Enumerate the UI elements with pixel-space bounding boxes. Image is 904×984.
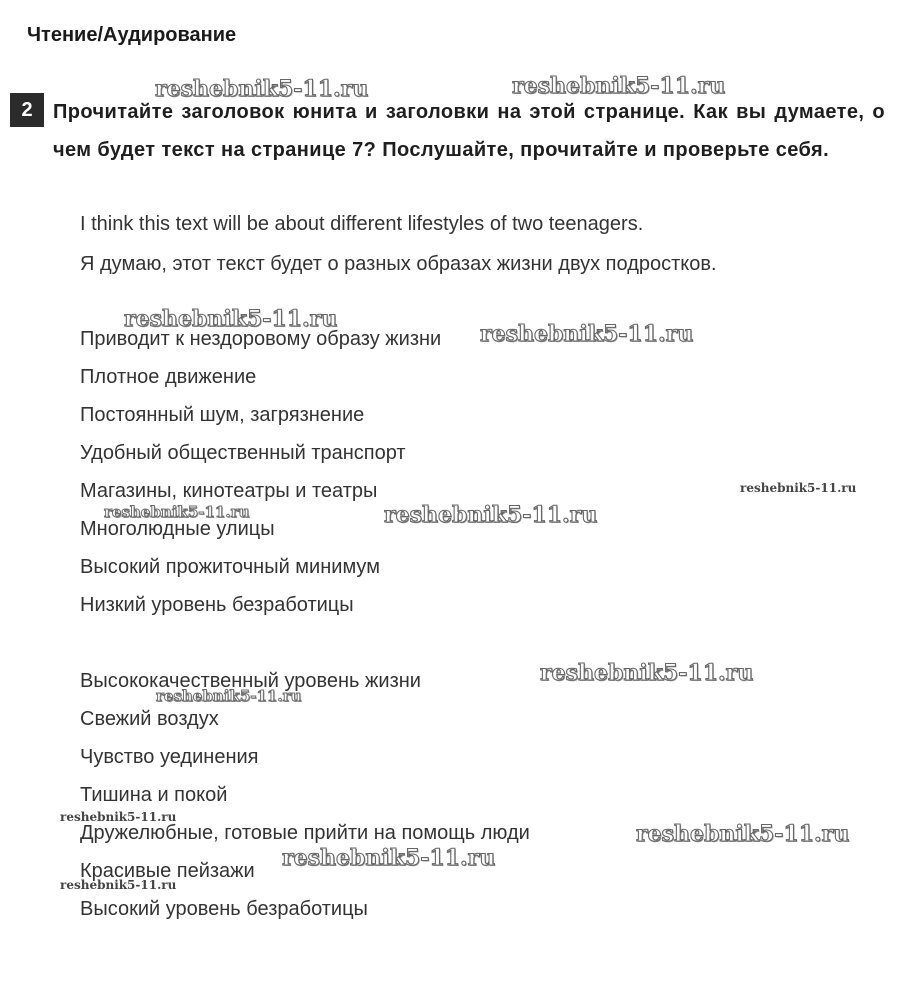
watermark: reshebnik5-11.ru xyxy=(512,73,726,99)
list1-item: Удобный общественный транспорт xyxy=(80,442,406,464)
watermark: reshebnik5-11.ru xyxy=(540,660,754,686)
watermark: reshebnik5-11.ru xyxy=(60,878,177,892)
list1-item: Плотное движение xyxy=(80,366,257,388)
watermark: reshebnik5-11.ru xyxy=(740,481,857,495)
list2-item: Тишина и покой xyxy=(80,784,228,806)
watermark: reshebnik5-11.ru xyxy=(104,503,250,521)
list1-item: Приводит к нездоровому образу жизни xyxy=(80,328,442,350)
watermark: reshebnik5-11.ru xyxy=(636,821,850,847)
list1-item: Высокий прожиточный минимум xyxy=(80,556,380,578)
watermark: reshebnik5-11.ru xyxy=(60,810,177,824)
list2-item: Чувство уединения xyxy=(80,746,259,768)
list2-item: Высококачественный уровень жизни xyxy=(80,670,421,692)
answer-russian: Я думаю, этот текст будет о разных образах жизни двух подростков. xyxy=(80,253,717,275)
list2-item: Дружелюбные, готовые прийти на помощь люди xyxy=(80,822,530,844)
list2-item: Высокий уровень безработицы xyxy=(80,898,368,920)
watermark: reshebnik5-11.ru xyxy=(384,502,598,528)
list1-item: Магазины, кинотеатры и театры xyxy=(80,480,378,502)
answer-english: I think this text will be about different lifestyles of two teenagers. xyxy=(80,213,644,235)
watermark: reshebnik5-11.ru xyxy=(480,321,694,347)
watermark: reshebnik5-11.ru xyxy=(156,687,302,705)
list2-item: Красивые пейзажи xyxy=(80,860,255,882)
list2-item: Свежий воздух xyxy=(80,708,219,730)
task-number-badge: 2 xyxy=(10,93,44,127)
list1-item: Постоянный шум, загрязнение xyxy=(80,404,365,426)
list1-item: Низкий уровень безработицы xyxy=(80,594,354,616)
watermark: reshebnik5-11.ru xyxy=(124,306,338,332)
list1-item: Многолюдные улицы xyxy=(80,518,275,540)
watermark: reshebnik5-11.ru xyxy=(155,76,369,102)
task-instruction: Прочитайте заголовок юнита и заголовки на этой странице. Как вы думаете, о чем будет текст на странице 7? Послушайте, прочитайте и проверьте себя. xyxy=(53,101,885,161)
section-title: Чтение/Аудирование xyxy=(27,24,237,46)
watermark: reshebnik5-11.ru xyxy=(282,845,496,871)
